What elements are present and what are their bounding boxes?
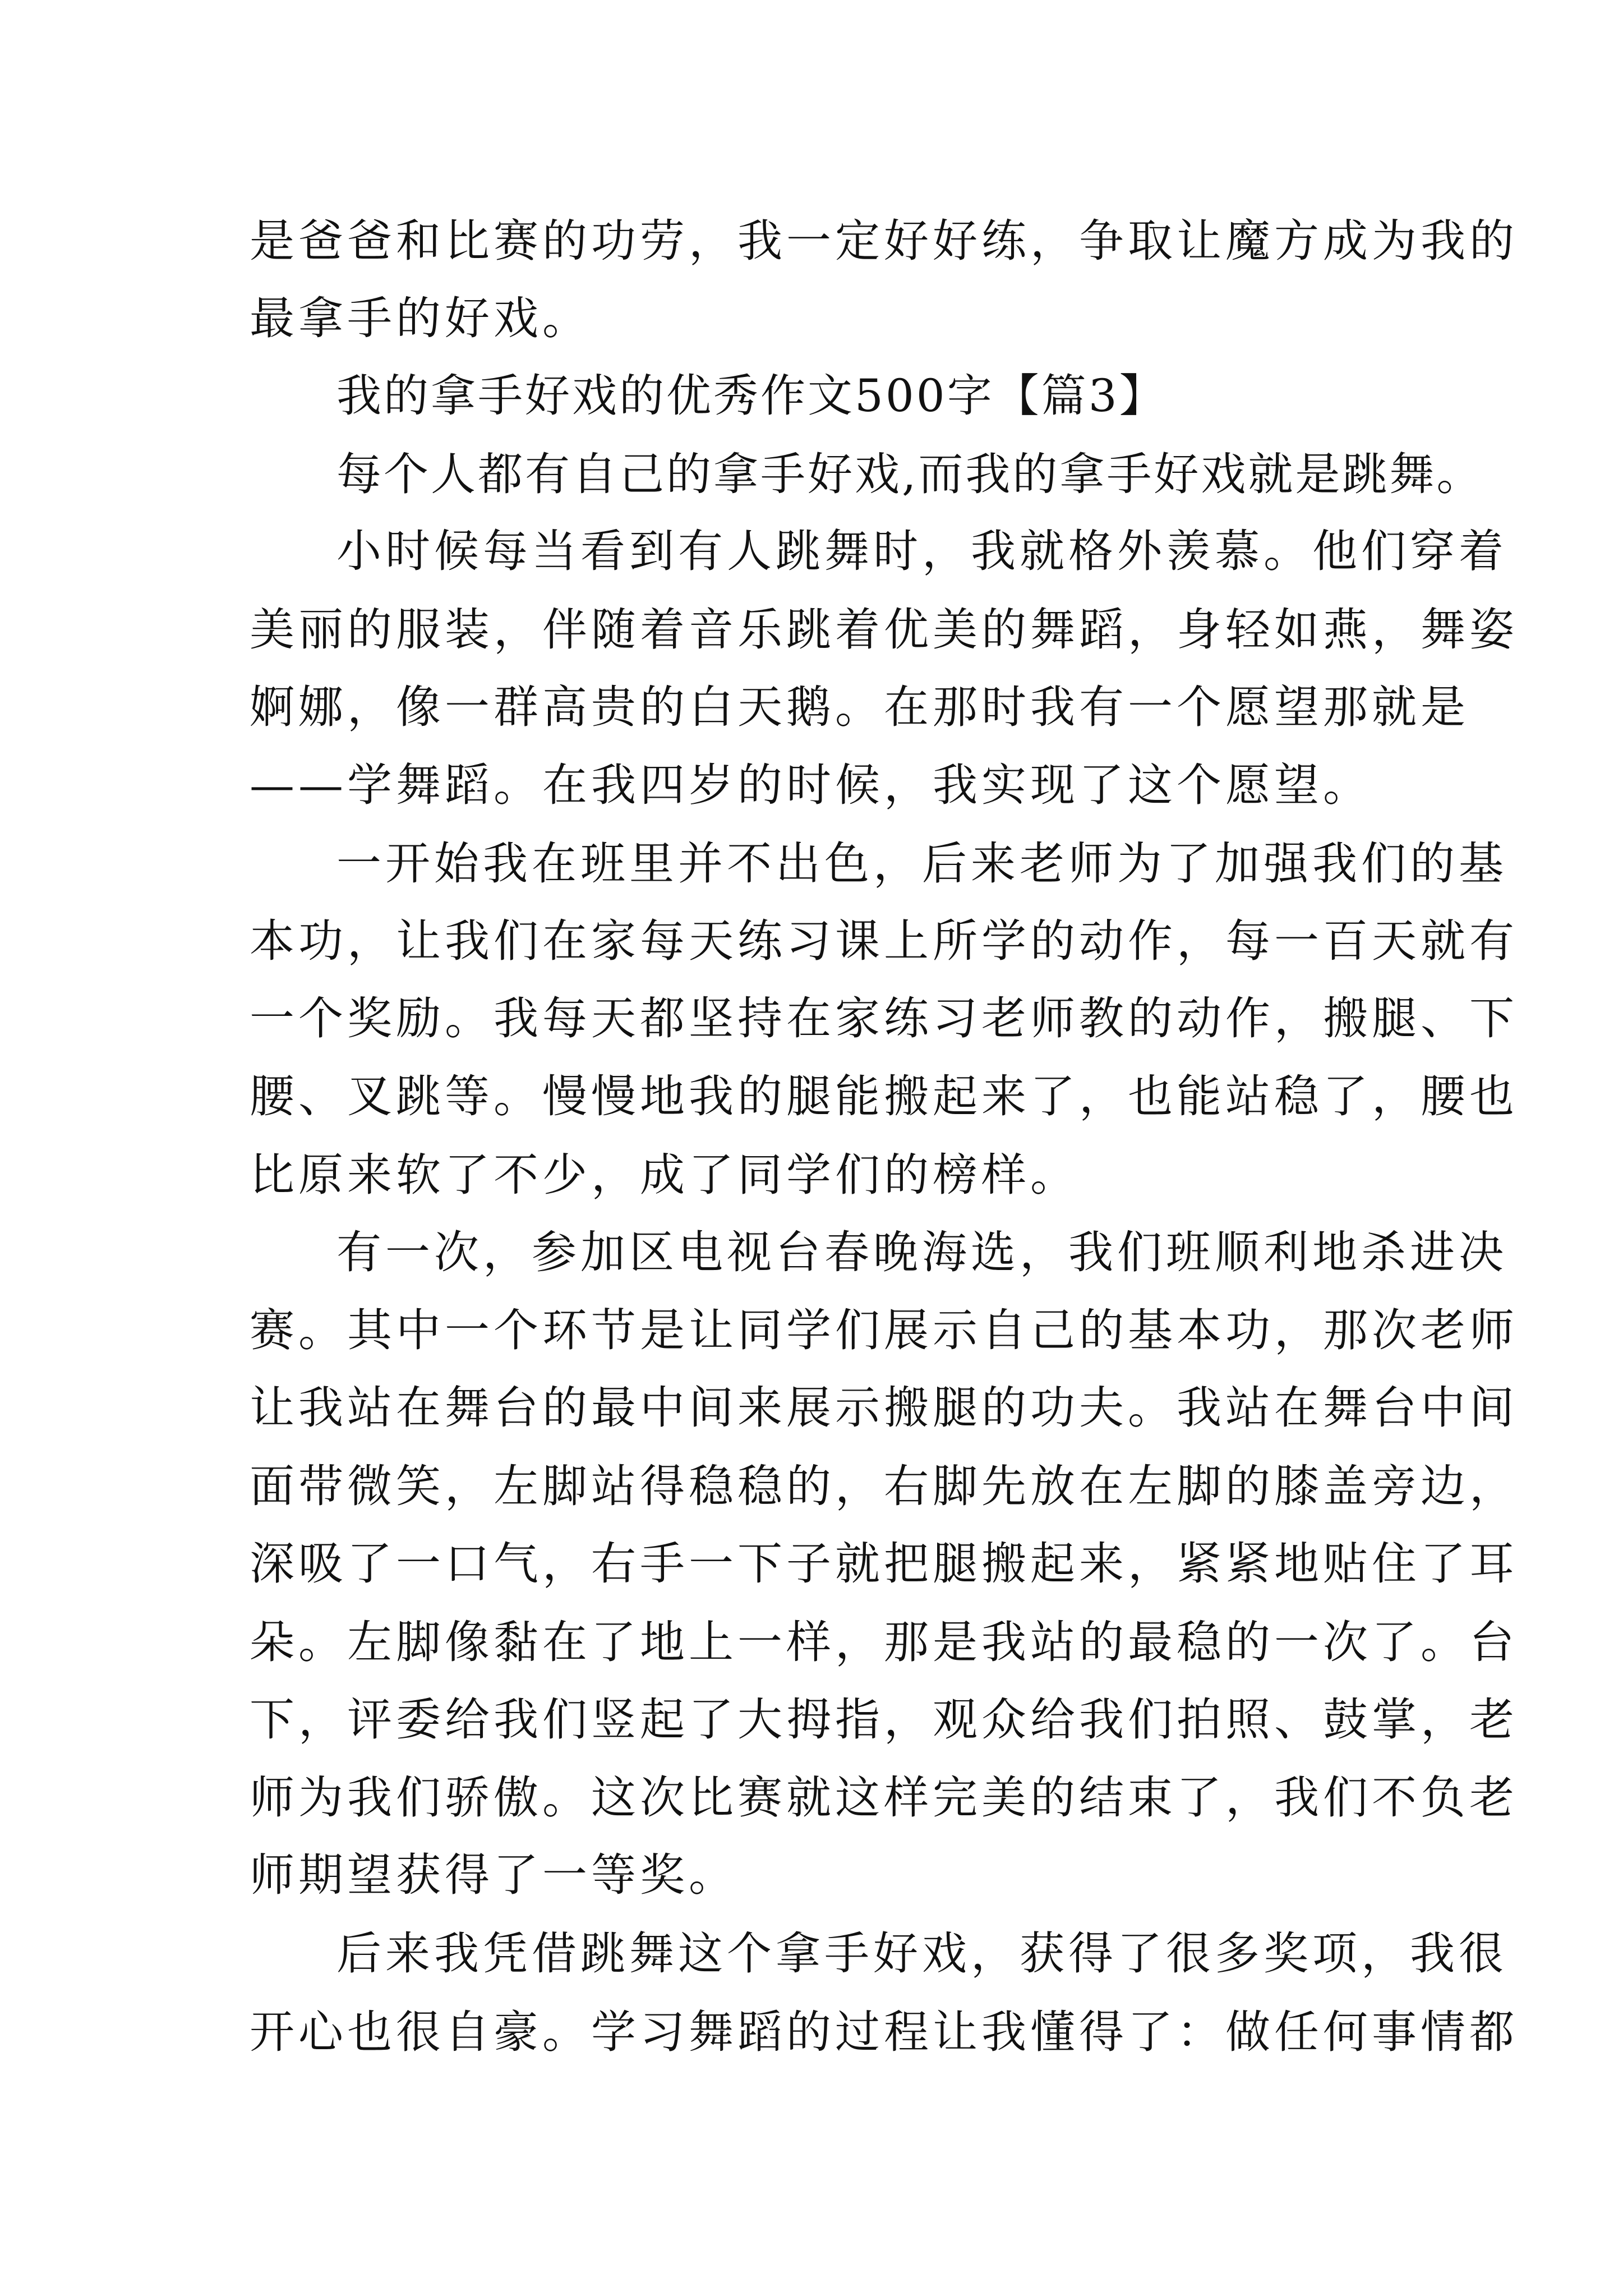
text-line: 师为我们骄傲。这次比赛就这样完美的结束了，我们不负老 [250, 1772, 1518, 1824]
text-line: 本功，让我们在家每天练习课上所学的动作，每一百天就有 [250, 915, 1518, 967]
text-line: 面带微笑，左脚站得稳稳的，右脚先放在左脚的膝盖旁边， [250, 1460, 1518, 1512]
text-line: 让我站在舞台的最中间来展示搬腿的功夫。我站在舞台中间 [250, 1382, 1518, 1434]
text-line: 小时候每当看到有人跳舞时，我就格外羡慕。他们穿着 [336, 525, 1507, 577]
text-line: 比原来软了不少，成了同学们的榜样。 [250, 1149, 1079, 1201]
text-line: 后来我凭借跳舞这个拿手好戏，获得了很多奖项，我很 [336, 1927, 1507, 1980]
text-line: 一开始我在班里并不出色，后来老师为了加强我们的基 [336, 838, 1507, 890]
text-line: 一个奖励。我每天都坚持在家练习老师教的动作，搬腿、下 [250, 992, 1518, 1045]
text-line: 师期望获得了一等奖。 [250, 1849, 737, 1901]
text-line: 最拿手的好戏。 [250, 292, 591, 344]
text-line: 每个人都有自己的拿手好戏,而我的拿手好戏就是跳舞。 [336, 448, 1484, 500]
text-line: 有一次，参加区电视台春晚海选，我们班顺利地杀进决 [336, 1226, 1507, 1278]
text-line: 赛。其中一个环节是让同学们展示自己的基本功，那次老师 [250, 1304, 1518, 1356]
text-line: 朵。左脚像黏在了地上一样，那是我站的最稳的一次了。台 [250, 1616, 1518, 1668]
text-line: 是爸爸和比赛的功劳，我一定好好练，争取让魔方成为我的 [250, 215, 1518, 267]
text-line: 美丽的服装，伴随着音乐跳着优美的舞蹈，身轻如燕，舞姿 [250, 604, 1518, 656]
text-line: ——学舞蹈。在我四岁的时候，我实现了这个愿望。 [250, 759, 1372, 811]
text-line: 婀娜，像一群高贵的白天鹅。在那时我有一个愿望那就是 [250, 681, 1469, 733]
text-line: 深吸了一口气，右手一下子就把腿搬起来，紧紧地贴住了耳 [250, 1538, 1518, 1590]
section-heading: 我的拿手好戏的优秀作文500字【篇3】 [336, 370, 1166, 422]
text-line: 腰、叉跳等。慢慢地我的腿能搬起来了，也能站稳了，腰也 [250, 1070, 1518, 1122]
text-line: 开心也很自豪。学习舞蹈的过程让我懂得了：做任何事情都 [250, 2006, 1518, 2058]
text-line: 下，评委给我们竖起了大拇指，观众给我们拍照、鼓掌，老 [250, 1694, 1518, 1746]
